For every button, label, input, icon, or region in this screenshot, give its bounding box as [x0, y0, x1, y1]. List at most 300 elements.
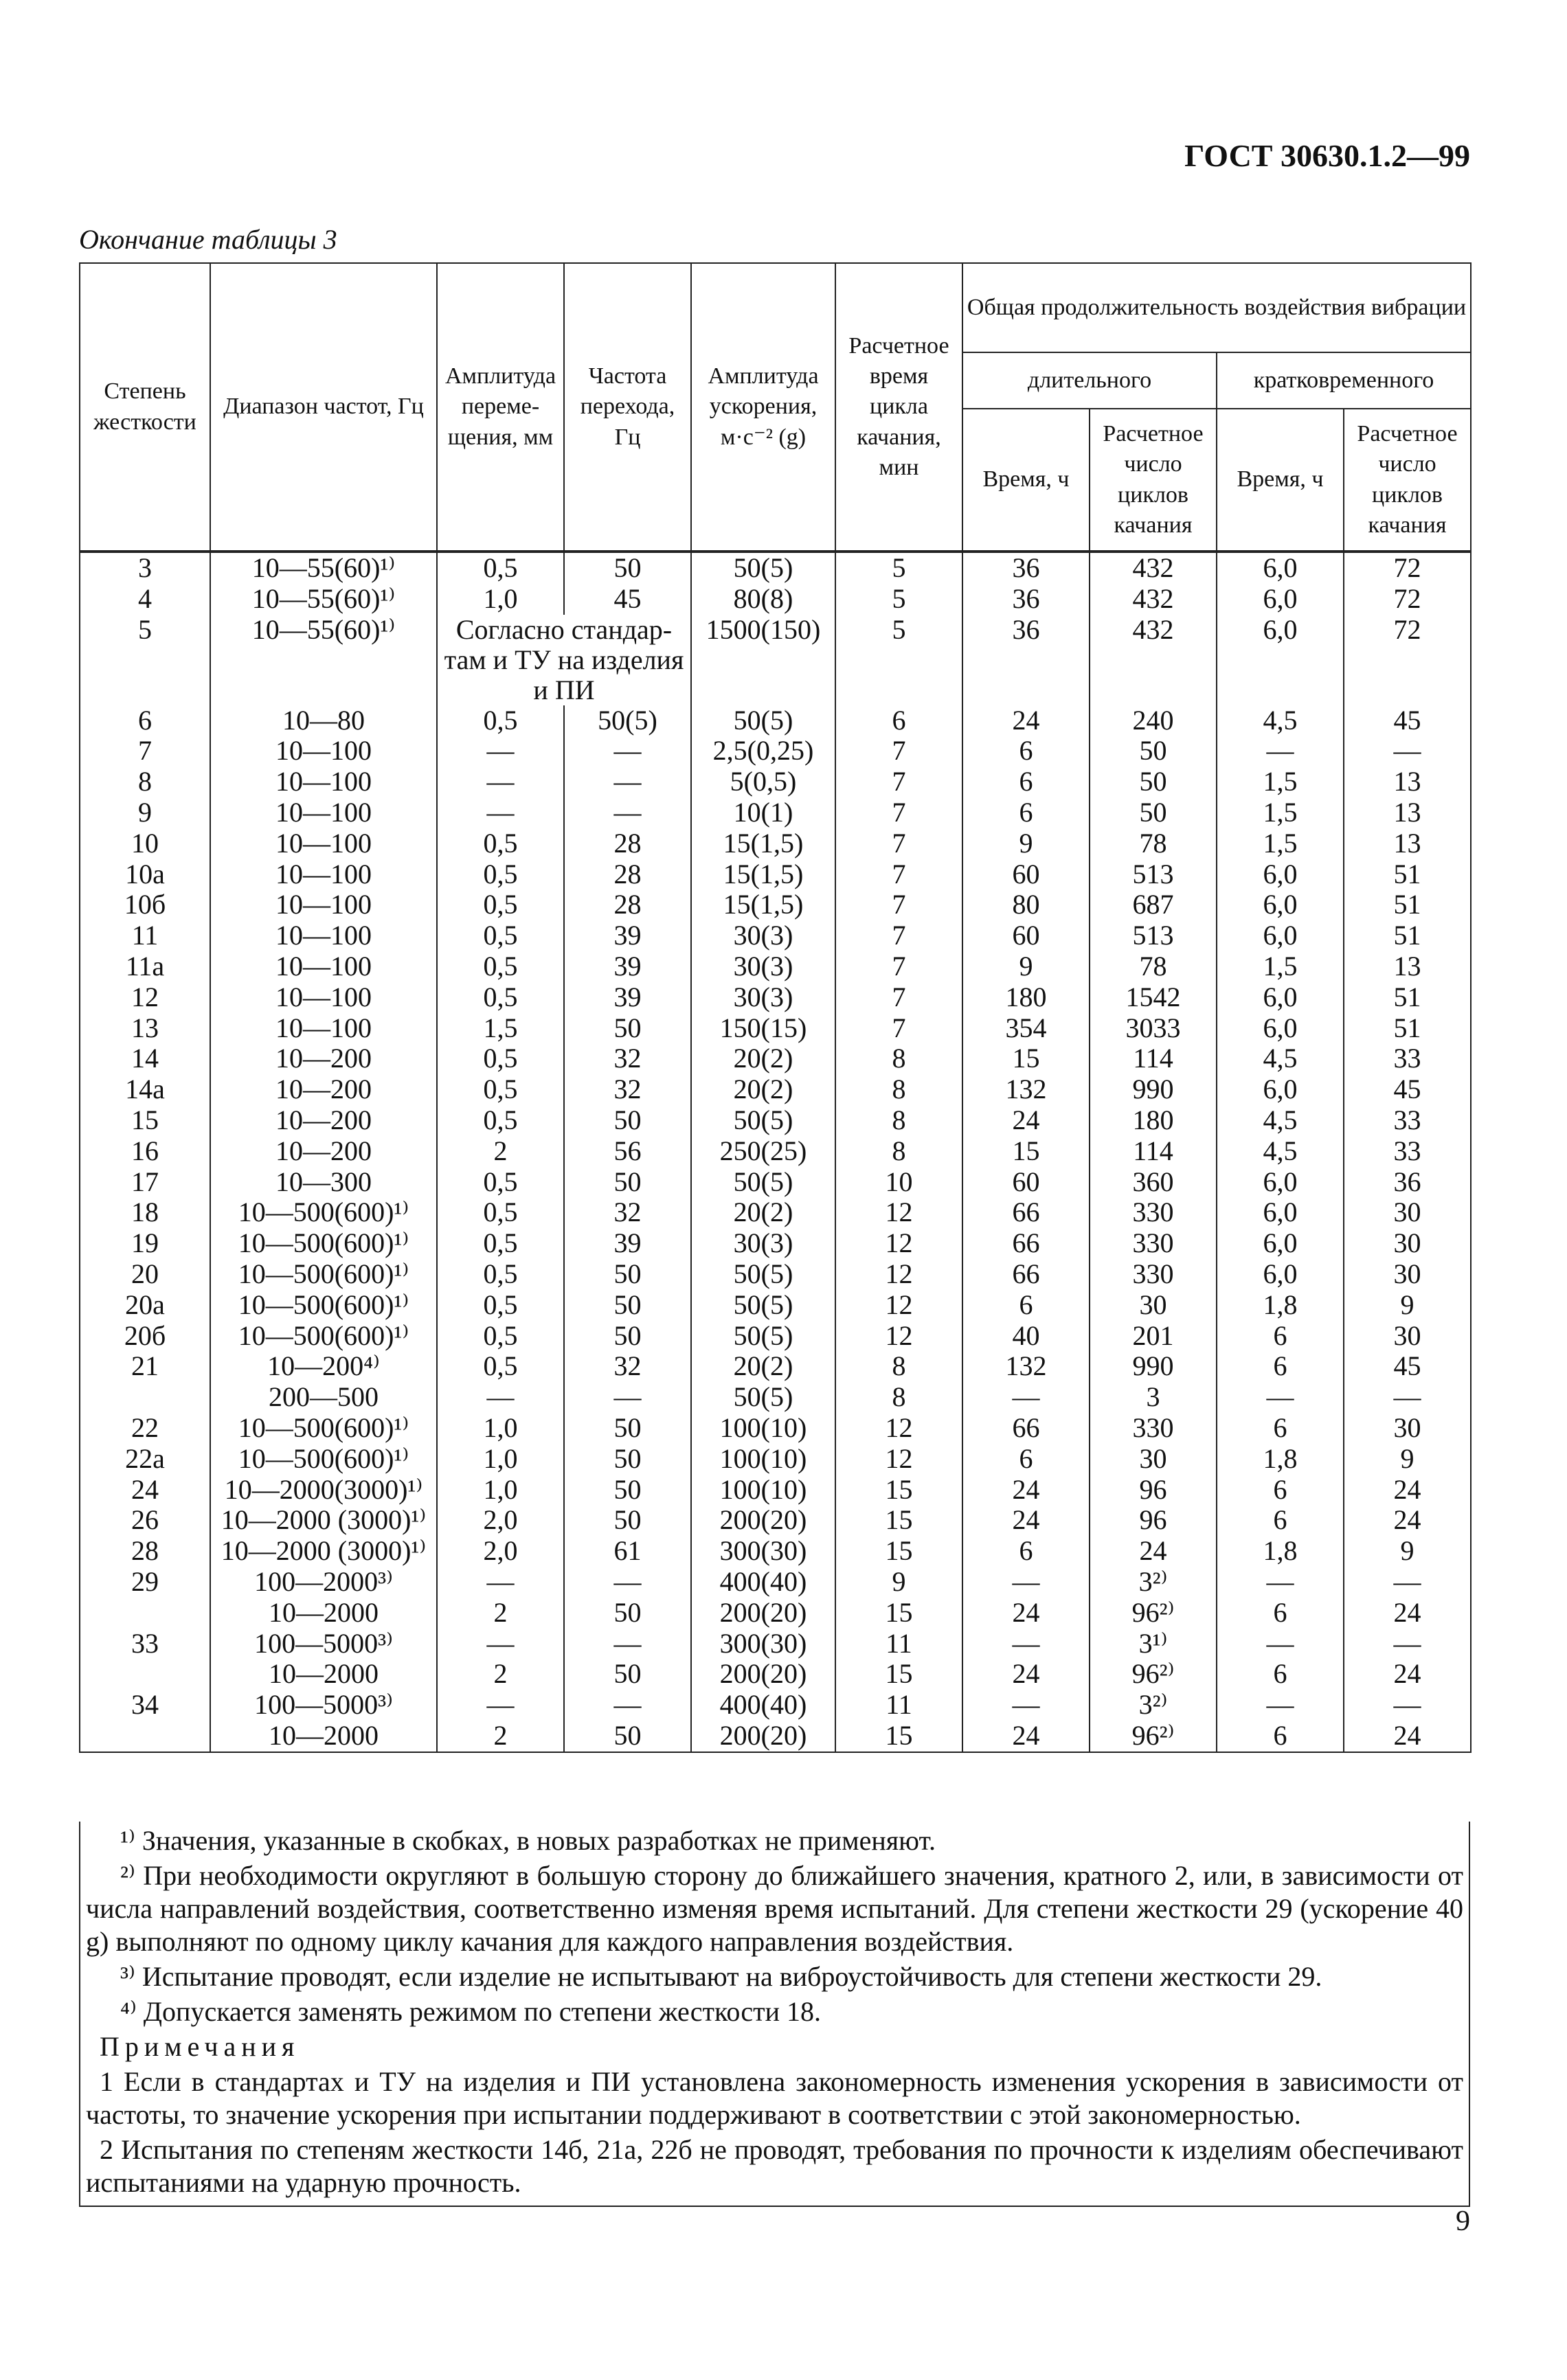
cell-short-cycles: 36: [1344, 1167, 1471, 1198]
cell-acceleration: 30(3): [691, 951, 835, 982]
table-row: [80, 797, 1471, 828]
cell-short-time: 6,0: [1217, 1074, 1344, 1105]
cell-short-cycles: 51: [1344, 1013, 1471, 1044]
cell-acceleration: 30(3): [691, 1228, 835, 1259]
cell-severity: 20: [80, 1259, 210, 1290]
cell-frequency-range: 10—200: [210, 1043, 437, 1074]
note-1: 1 Если в стандартах и ТУ на изделия и ПИ установлена закономерность изменения ускорения в зависимости от частоты, то значение ускорения при испытании поддерживают в соответствии с этой закономерностью.: [86, 2066, 1463, 2130]
table-row: [80, 1444, 1471, 1475]
cell-sweep-time: 5: [835, 615, 962, 705]
cell-frequency-range: 10—2000 (3000)¹⁾: [210, 1536, 437, 1567]
cell-severity: 10б: [80, 889, 210, 920]
cell-displacement: 0,5: [437, 1228, 564, 1259]
cell-severity: 14: [80, 1043, 210, 1074]
cell-severity: 26: [80, 1505, 210, 1536]
cell-displacement: 2,0: [437, 1505, 564, 1536]
cell-long-time: 24: [962, 1598, 1090, 1629]
cell-crossover: 28: [564, 859, 691, 890]
cell-severity: 20а: [80, 1290, 210, 1321]
table-row: [80, 1321, 1471, 1352]
cell-frequency-range: 10—500(600)¹⁾: [210, 1321, 437, 1352]
cell-long-cycles: 24: [1090, 1536, 1217, 1567]
cell-acceleration: 20(2): [691, 1074, 835, 1105]
cell-displacement: 1,5: [437, 1013, 564, 1044]
cell-short-cycles: —: [1344, 1567, 1471, 1598]
table-row: [80, 951, 1471, 982]
cell-short-time: 6: [1217, 1598, 1344, 1629]
cell-sweep-time: 7: [835, 982, 962, 1013]
cell-short-time: 1,5: [1217, 951, 1344, 982]
cell-acceleration: 50(5): [691, 1105, 835, 1136]
cell-acceleration: 400(40): [691, 1690, 835, 1721]
cell-displacement: 2: [437, 1136, 564, 1167]
header-long-time: Время, ч: [962, 409, 1090, 552]
cell-long-time: 15: [962, 1136, 1090, 1167]
table-row: [80, 1228, 1471, 1259]
cell-long-cycles: 432: [1090, 615, 1217, 705]
cell-long-cycles: 330: [1090, 1228, 1217, 1259]
cell-long-cycles: 3¹⁾: [1090, 1629, 1217, 1659]
cell-severity: 8: [80, 767, 210, 797]
cell-sweep-time: 6: [835, 705, 962, 736]
cell-short-cycles: 33: [1344, 1136, 1471, 1167]
cell-frequency-range: 10—500(600)¹⁾: [210, 1290, 437, 1321]
cell-sweep-time: 15: [835, 1475, 962, 1506]
cell-severity: 28: [80, 1536, 210, 1567]
cell-long-cycles: 180: [1090, 1105, 1217, 1136]
cell-displacement: 0,5: [437, 1351, 564, 1382]
cell-acceleration: 400(40): [691, 1567, 835, 1598]
cell-long-time: 9: [962, 828, 1090, 859]
table-row: [80, 1598, 1471, 1629]
cell-short-cycles: 72: [1344, 552, 1471, 584]
cell-sweep-time: 7: [835, 797, 962, 828]
cell-displacement: 1,0: [437, 1413, 564, 1444]
cell-severity: 6: [80, 705, 210, 736]
table-row: [80, 615, 1471, 705]
cell-short-cycles: 30: [1344, 1413, 1471, 1444]
cell-short-time: 6: [1217, 1413, 1344, 1444]
cell-long-cycles: 330: [1090, 1413, 1217, 1444]
header-short-time: Время, ч: [1217, 409, 1344, 552]
cell-short-cycles: 30: [1344, 1259, 1471, 1290]
cell-long-cycles: 96²⁾: [1090, 1659, 1217, 1690]
cell-acceleration: 100(10): [691, 1413, 835, 1444]
cell-long-time: 9: [962, 951, 1090, 982]
table-row: [80, 920, 1471, 951]
cell-crossover: 50: [564, 1013, 691, 1044]
cell-acceleration: 300(30): [691, 1629, 835, 1659]
cell-displacement: —: [437, 1629, 564, 1659]
cell-short-cycles: 9: [1344, 1536, 1471, 1567]
cell-long-time: 36: [962, 615, 1090, 705]
cell-sweep-time: 7: [835, 736, 962, 767]
cell-sweep-time: 8: [835, 1105, 962, 1136]
cell-short-time: 6,0: [1217, 889, 1344, 920]
cell-short-time: 4,5: [1217, 1136, 1344, 1167]
cell-displacement: 0,5: [437, 1105, 564, 1136]
cell-short-time: —: [1217, 1382, 1344, 1413]
header-sweep-time: Расчетное время цикла качания, мин: [835, 263, 962, 552]
cell-crossover: —: [564, 1690, 691, 1721]
cell-acceleration: 30(3): [691, 982, 835, 1013]
specification-table: [79, 262, 1472, 1753]
cell-crossover: 32: [564, 1351, 691, 1382]
cell-acceleration: 15(1,5): [691, 859, 835, 890]
table-row: [80, 1475, 1471, 1506]
cell-crossover: 28: [564, 889, 691, 920]
cell-frequency-range: 10—100: [210, 889, 437, 920]
cell-displacement: —: [437, 1690, 564, 1721]
cell-severity: 19: [80, 1228, 210, 1259]
cell-severity: 24: [80, 1475, 210, 1506]
cell-severity: 10: [80, 828, 210, 859]
cell-sweep-time: 5: [835, 552, 962, 584]
table-row: [80, 1567, 1471, 1598]
cell-short-cycles: 24: [1344, 1475, 1471, 1506]
cell-severity: 13: [80, 1013, 210, 1044]
table-body: [80, 552, 1471, 1752]
cell-acceleration: 50(5): [691, 1290, 835, 1321]
cell-acceleration: 1500(150): [691, 615, 835, 705]
cell-crossover: 50: [564, 1721, 691, 1752]
cell-crossover: 50: [564, 1413, 691, 1444]
cell-acceleration: 50(5): [691, 705, 835, 736]
cell-frequency-range: 10—500(600)¹⁾: [210, 1259, 437, 1290]
cell-long-time: 6: [962, 1536, 1090, 1567]
cell-long-time: 180: [962, 982, 1090, 1013]
cell-long-time: 36: [962, 552, 1090, 584]
table-row: [80, 1043, 1471, 1074]
cell-frequency-range: 10—200: [210, 1074, 437, 1105]
cell-severity: [80, 1721, 210, 1752]
cell-sweep-time: 8: [835, 1074, 962, 1105]
table-row: [80, 552, 1471, 584]
cell-long-cycles: 114: [1090, 1136, 1217, 1167]
cell-frequency-range: 10—100: [210, 920, 437, 951]
cell-crossover: 50: [564, 552, 691, 584]
cell-acceleration: 50(5): [691, 1321, 835, 1352]
cell-displacement: 0,5: [437, 920, 564, 951]
cell-short-cycles: 13: [1344, 951, 1471, 982]
cell-long-cycles: 96: [1090, 1505, 1217, 1536]
cell-displacement: 0,5: [437, 1074, 564, 1105]
cell-long-time: 24: [962, 705, 1090, 736]
cell-long-cycles: 114: [1090, 1043, 1217, 1074]
cell-acceleration: 100(10): [691, 1475, 835, 1506]
cell-sweep-time: 8: [835, 1136, 962, 1167]
cell-frequency-range: 10—55(60)¹⁾: [210, 552, 437, 584]
header-long-cycles: Расчетное число циклов качания: [1090, 409, 1217, 552]
cell-displacement: —: [437, 1567, 564, 1598]
header-frequency-range: Диапазон частот, Гц: [210, 263, 437, 552]
cell-severity: 17: [80, 1167, 210, 1198]
cell-frequency-range: 10—200⁴⁾: [210, 1351, 437, 1382]
cell-short-cycles: 51: [1344, 920, 1471, 951]
cell-long-cycles: 990: [1090, 1074, 1217, 1105]
cell-short-time: 6: [1217, 1351, 1344, 1382]
cell-sweep-time: 15: [835, 1536, 962, 1567]
cell-frequency-range: 10—100: [210, 982, 437, 1013]
cell-long-time: 36: [962, 584, 1090, 615]
cell-sweep-time: 11: [835, 1690, 962, 1721]
cell-sweep-time: 15: [835, 1721, 962, 1752]
cell-short-time: 6,0: [1217, 982, 1344, 1013]
cell-displacement: 0,5: [437, 1043, 564, 1074]
cell-frequency-range: 100—2000³⁾: [210, 1567, 437, 1598]
cell-short-time: 6,0: [1217, 1228, 1344, 1259]
cell-displacement: 0,5: [437, 951, 564, 982]
cell-short-cycles: 13: [1344, 797, 1471, 828]
table-row: [80, 1105, 1471, 1136]
table-row: [80, 1659, 1471, 1690]
cell-long-cycles: 96²⁾: [1090, 1598, 1217, 1629]
cell-merged-note: Согласно стандартам и ТУ на изделия и ПИ: [437, 615, 691, 705]
cell-severity: [80, 1598, 210, 1629]
cell-long-time: 66: [962, 1197, 1090, 1228]
cell-severity: 21: [80, 1351, 210, 1382]
cell-short-cycles: 24: [1344, 1659, 1471, 1690]
cell-crossover: 56: [564, 1136, 691, 1167]
cell-sweep-time: 7: [835, 767, 962, 797]
cell-short-time: 4,5: [1217, 705, 1344, 736]
cell-long-cycles: 3033: [1090, 1013, 1217, 1044]
cell-long-cycles: 513: [1090, 859, 1217, 890]
cell-short-time: 6,0: [1217, 920, 1344, 951]
cell-severity: 4: [80, 584, 210, 615]
cell-crossover: 39: [564, 1228, 691, 1259]
cell-long-cycles: 96: [1090, 1475, 1217, 1506]
cell-sweep-time: 7: [835, 951, 962, 982]
cell-long-cycles: 201: [1090, 1321, 1217, 1352]
cell-frequency-range: 10—100: [210, 1013, 437, 1044]
page-number: 9: [1456, 2206, 1470, 2237]
cell-long-time: 132: [962, 1351, 1090, 1382]
cell-frequency-range: 10—2000: [210, 1659, 437, 1690]
cell-frequency-range: 10—80: [210, 705, 437, 736]
cell-long-time: 24: [962, 1105, 1090, 1136]
cell-long-time: 66: [962, 1259, 1090, 1290]
cell-severity: [80, 1659, 210, 1690]
cell-short-cycles: 33: [1344, 1043, 1471, 1074]
table-row: [80, 1351, 1471, 1382]
cell-long-time: —: [962, 1567, 1090, 1598]
cell-short-cycles: 45: [1344, 705, 1471, 736]
cell-crossover: 45: [564, 584, 691, 615]
cell-sweep-time: 7: [835, 859, 962, 890]
cell-short-time: 6,0: [1217, 1167, 1344, 1198]
cell-long-time: 6: [962, 736, 1090, 767]
cell-short-cycles: 13: [1344, 767, 1471, 797]
table-notes: [79, 1822, 1470, 2207]
cell-short-time: —: [1217, 1690, 1344, 1721]
cell-long-cycles: 50: [1090, 736, 1217, 767]
table-row: [80, 1413, 1471, 1444]
cell-acceleration: 300(30): [691, 1536, 835, 1567]
cell-short-cycles: 24: [1344, 1721, 1471, 1752]
cell-long-cycles: 432: [1090, 552, 1217, 584]
cell-short-cycles: 30: [1344, 1321, 1471, 1352]
cell-severity: 34: [80, 1690, 210, 1721]
cell-acceleration: 200(20): [691, 1598, 835, 1629]
cell-displacement: 0,5: [437, 1321, 564, 1352]
cell-crossover: 50: [564, 1321, 691, 1352]
table-row: [80, 1136, 1471, 1167]
cell-acceleration: 200(20): [691, 1505, 835, 1536]
cell-sweep-time: 12: [835, 1228, 962, 1259]
cell-crossover: —: [564, 767, 691, 797]
cell-short-time: 1,8: [1217, 1444, 1344, 1475]
cell-short-time: 6: [1217, 1505, 1344, 1536]
cell-acceleration: 80(8): [691, 584, 835, 615]
cell-sweep-time: 10: [835, 1167, 962, 1198]
cell-displacement: 0,5: [437, 1290, 564, 1321]
cell-severity: 22: [80, 1413, 210, 1444]
cell-severity: 11а: [80, 951, 210, 982]
cell-severity: 12: [80, 982, 210, 1013]
header-acceleration: Амплитуда ускорения, м·с⁻² (g): [691, 263, 835, 552]
cell-acceleration: 50(5): [691, 1167, 835, 1198]
cell-short-time: 6: [1217, 1475, 1344, 1506]
cell-frequency-range: 10—55(60)¹⁾: [210, 584, 437, 615]
cell-crossover: —: [564, 797, 691, 828]
cell-displacement: 2: [437, 1721, 564, 1752]
cell-long-time: 15: [962, 1043, 1090, 1074]
table-row: [80, 1690, 1471, 1721]
cell-short-time: 6,0: [1217, 1197, 1344, 1228]
cell-crossover: 32: [564, 1043, 691, 1074]
cell-sweep-time: 12: [835, 1259, 962, 1290]
cell-severity: 14а: [80, 1074, 210, 1105]
table-row: [80, 1382, 1471, 1413]
cell-acceleration: 150(15): [691, 1013, 835, 1044]
cell-acceleration: 50(5): [691, 552, 835, 584]
cell-frequency-range: 10—100: [210, 767, 437, 797]
cell-acceleration: 2,5(0,25): [691, 736, 835, 767]
cell-sweep-time: 12: [835, 1413, 962, 1444]
cell-long-time: —: [962, 1690, 1090, 1721]
cell-displacement: 0,5: [437, 1259, 564, 1290]
cell-sweep-time: 15: [835, 1505, 962, 1536]
cell-long-time: —: [962, 1629, 1090, 1659]
cell-long-time: 80: [962, 889, 1090, 920]
cell-acceleration: 20(2): [691, 1043, 835, 1074]
cell-sweep-time: 7: [835, 828, 962, 859]
cell-short-time: 6,0: [1217, 1259, 1344, 1290]
cell-frequency-range: 100—5000³⁾: [210, 1690, 437, 1721]
cell-long-time: 24: [962, 1505, 1090, 1536]
cell-severity: 3: [80, 552, 210, 584]
cell-displacement: —: [437, 767, 564, 797]
cell-displacement: 1,0: [437, 584, 564, 615]
cell-long-cycles: 687: [1090, 889, 1217, 920]
cell-severity: 5: [80, 615, 210, 705]
cell-long-cycles: 330: [1090, 1197, 1217, 1228]
cell-long-cycles: 432: [1090, 584, 1217, 615]
cell-short-cycles: 24: [1344, 1598, 1471, 1629]
cell-severity: 18: [80, 1197, 210, 1228]
cell-displacement: 1,0: [437, 1475, 564, 1506]
cell-short-cycles: —: [1344, 1629, 1471, 1659]
table-row: [80, 982, 1471, 1013]
cell-frequency-range: 10—100: [210, 736, 437, 767]
cell-short-cycles: 30: [1344, 1228, 1471, 1259]
cell-sweep-time: 12: [835, 1290, 962, 1321]
cell-severity: 10а: [80, 859, 210, 890]
cell-long-time: 6: [962, 1444, 1090, 1475]
cell-long-cycles: 513: [1090, 920, 1217, 951]
cell-short-time: 1,5: [1217, 828, 1344, 859]
cell-crossover: 28: [564, 828, 691, 859]
cell-sweep-time: 8: [835, 1382, 962, 1413]
cell-acceleration: 15(1,5): [691, 889, 835, 920]
cell-displacement: —: [437, 1382, 564, 1413]
cell-acceleration: 5(0,5): [691, 767, 835, 797]
cell-severity: 33: [80, 1629, 210, 1659]
cell-crossover: —: [564, 1382, 691, 1413]
cell-short-cycles: 51: [1344, 889, 1471, 920]
table-row: [80, 1505, 1471, 1536]
cell-sweep-time: 9: [835, 1567, 962, 1598]
cell-frequency-range: 10—2000: [210, 1721, 437, 1752]
cell-sweep-time: 15: [835, 1659, 962, 1690]
cell-displacement: 0,5: [437, 705, 564, 736]
cell-long-time: 6: [962, 797, 1090, 828]
cell-frequency-range: 10—55(60)¹⁾: [210, 615, 437, 705]
cell-long-time: 24: [962, 1659, 1090, 1690]
cell-long-time: 6: [962, 767, 1090, 797]
cell-short-cycles: 13: [1344, 828, 1471, 859]
cell-frequency-range: 200—500: [210, 1382, 437, 1413]
cell-acceleration: 250(25): [691, 1136, 835, 1167]
cell-short-time: 6,0: [1217, 615, 1344, 705]
cell-frequency-range: 10—200: [210, 1105, 437, 1136]
cell-frequency-range: 10—100: [210, 859, 437, 890]
cell-sweep-time: 5: [835, 584, 962, 615]
table-row: [80, 889, 1471, 920]
footnote-3: ³⁾ Испытание проводят, если изделие не испытывают на виброустойчивость для степени жесткости 29.: [120, 1961, 1322, 1992]
cell-crossover: 50: [564, 1105, 691, 1136]
cell-acceleration: 200(20): [691, 1659, 835, 1690]
cell-long-time: 6: [962, 1290, 1090, 1321]
cell-frequency-range: 10—100: [210, 797, 437, 828]
cell-long-cycles: 50: [1090, 767, 1217, 797]
cell-sweep-time: 7: [835, 920, 962, 951]
table-row: [80, 859, 1471, 890]
cell-sweep-time: 12: [835, 1197, 962, 1228]
cell-long-time: 60: [962, 859, 1090, 890]
document-number: ГОСТ 30630.1.2—99: [1184, 138, 1470, 173]
cell-acceleration: 30(3): [691, 920, 835, 951]
cell-frequency-range: 10—500(600)¹⁾: [210, 1444, 437, 1475]
cell-long-cycles: 50: [1090, 797, 1217, 828]
cell-short-time: 6,0: [1217, 552, 1344, 584]
cell-short-cycles: —: [1344, 736, 1471, 767]
cell-long-cycles: 30: [1090, 1444, 1217, 1475]
table-row: [80, 1290, 1471, 1321]
cell-short-cycles: 72: [1344, 615, 1471, 705]
cell-severity: 16: [80, 1136, 210, 1167]
cell-frequency-range: 10—100: [210, 828, 437, 859]
cell-severity: 29: [80, 1567, 210, 1598]
cell-short-time: 6,0: [1217, 859, 1344, 890]
cell-acceleration: 15(1,5): [691, 828, 835, 859]
cell-crossover: 50: [564, 1167, 691, 1198]
table-header: [80, 263, 1471, 552]
cell-short-time: 6: [1217, 1321, 1344, 1352]
cell-acceleration: 50(5): [691, 1382, 835, 1413]
cell-short-cycles: —: [1344, 1382, 1471, 1413]
